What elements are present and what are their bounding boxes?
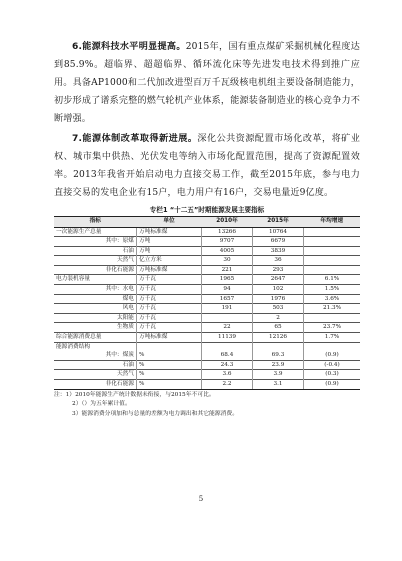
cell-growth-rate: 23.7% (304, 323, 361, 333)
cell-2010: 13266 (202, 227, 253, 237)
cell-unit: 万千瓦 (137, 313, 202, 323)
body-text (54, 38, 360, 202)
cell-2015: 503 (253, 304, 304, 314)
table-notes (54, 391, 360, 420)
cell-2010: 221 (202, 265, 253, 275)
cell-indicator: 生物质 (54, 323, 137, 333)
header-unit: 单位 (137, 217, 202, 228)
cell-unit: 万千瓦 (137, 294, 202, 304)
cell-indicator: 非化石能源 (54, 380, 137, 390)
cell-indicator: 天然气 (54, 370, 137, 380)
paragraph-heading: 6.能源科技水平明显提高。 (72, 42, 186, 52)
cell-2010: 4005 (202, 246, 253, 256)
table-caption: 专栏1 “十二五”时期能源发展主要指标 (149, 206, 265, 214)
cell-indicator: 天然气 (54, 256, 137, 266)
cell-indicator: 石油 (54, 360, 137, 370)
cell-growth-rate (304, 237, 361, 247)
table-row (54, 285, 360, 295)
table-row (54, 333, 360, 343)
note-line: 3）能源消费分项加和与总量的差额为电力调出和其它能源消费。 (72, 410, 239, 417)
cell-unit: 亿立方米 (137, 256, 202, 266)
cell-growth-rate: 3.6% (304, 294, 361, 304)
table-row (54, 275, 360, 285)
cell-growth-rate (304, 227, 361, 237)
table-row (54, 256, 360, 266)
cell-unit: 万千瓦 (137, 304, 202, 314)
cell-unit: % (137, 370, 202, 380)
document-page (54, 38, 360, 419)
cell-unit: % (137, 380, 202, 390)
table-row (54, 342, 360, 351)
cell-indicator: 电力装机容量 (54, 275, 137, 285)
table-header-row (54, 217, 360, 228)
cell-2015: 2 (253, 313, 304, 323)
cell-growth-rate (304, 256, 361, 266)
cell-growth-rate: (0.9) (304, 351, 361, 360)
header-growth-rate: 年均增速 (304, 217, 361, 228)
table-row (54, 237, 360, 247)
table-row (54, 380, 360, 390)
cell-unit: 万千瓦 (137, 285, 202, 295)
cell-unit: 万吨 (137, 237, 202, 247)
table-row (54, 370, 360, 380)
cell-growth-rate (304, 265, 361, 275)
cell-unit: 万吨 (137, 246, 202, 256)
table-row (54, 246, 360, 256)
cell-2010: 68.4 (202, 351, 253, 360)
table-row (54, 294, 360, 304)
paragraph (54, 38, 360, 128)
cell-indicator: 能源消费结构 (54, 342, 137, 351)
cell-growth-rate (304, 342, 361, 351)
cell-2015: 10764 (253, 227, 304, 237)
table-row (54, 304, 360, 314)
cell-growth-rate: 6.1% (304, 275, 361, 285)
cell-2015: 23.9 (253, 360, 304, 370)
note-line: 注：1）2010年能源生产统计数据未衔接，与2015年不可比。 (54, 391, 215, 398)
cell-2015: 6679 (253, 237, 304, 247)
cell-2010 (202, 313, 253, 323)
cell-indicator: 风电 (54, 304, 137, 314)
cell-2010: 1965 (202, 275, 253, 285)
cell-indicator: 非化石能源 (54, 265, 137, 275)
cell-indicator: 其中：原煤 (54, 237, 137, 247)
cell-2015: 3839 (253, 246, 304, 256)
paragraph-text: 2015年，国有重点煤矿采掘机械化程度达到85.9%。超临界、超超临界、循环流化床等先进发电技术得到推广应用。具备AP1000和二代加改进型百万千瓦级核电机组主要设备制造能力，初步形成了谱系完整的燃气轮机产业体系，能源装备制造业的核心竞争力不断增强。 (54, 42, 360, 124)
table-row (54, 351, 360, 360)
header-2010: 2010年 (202, 217, 253, 228)
cell-growth-rate (304, 246, 361, 256)
cell-2015: 3.1 (253, 380, 304, 390)
cell-unit: 万千瓦 (137, 323, 202, 333)
cell-2010: 2.2 (202, 380, 253, 390)
cell-indicator: 综合能源消费总量 (54, 333, 137, 343)
cell-unit: % (137, 351, 202, 360)
cell-2015: 293 (253, 265, 304, 275)
cell-unit: % (137, 360, 202, 370)
table-row (54, 313, 360, 323)
paragraph (54, 130, 360, 202)
cell-unit: 万吨标准煤 (137, 227, 202, 237)
cell-2010 (202, 342, 253, 351)
cell-2015: 102 (253, 285, 304, 295)
header-2015: 2015年 (253, 217, 304, 228)
page-number: 5 (198, 495, 204, 503)
cell-growth-rate: 1.7% (304, 333, 361, 343)
cell-2015: 2647 (253, 275, 304, 285)
cell-growth-rate: (0.9) (304, 380, 361, 390)
cell-2015 (253, 342, 304, 351)
cell-unit (137, 342, 202, 351)
cell-growth-rate: (0.3) (304, 370, 361, 380)
cell-growth-rate: (-0.4) (304, 360, 361, 370)
cell-2015: 12126 (253, 333, 304, 343)
cell-2010: 1657 (202, 294, 253, 304)
cell-2010: 9707 (202, 237, 253, 247)
cell-unit: 万吨标准煤 (137, 333, 202, 343)
cell-2010: 191 (202, 304, 253, 314)
cell-2015: 1976 (253, 294, 304, 304)
cell-2015: 65 (253, 323, 304, 333)
cell-indicator: 其中：煤炭 (105, 352, 134, 359)
cell-2015: 69.3 (253, 351, 304, 360)
cell-unit: 万千瓦 (137, 275, 202, 285)
cell-2010: 3.6 (202, 370, 253, 380)
cell-2010: 94 (202, 285, 253, 295)
table-row (54, 227, 360, 237)
note-line: 2）（）为五年累计值。 (72, 401, 131, 408)
cell-indicator: 煤电 (54, 294, 137, 304)
cell-growth-rate: 1.5% (304, 285, 361, 295)
table-row (54, 360, 360, 370)
cell-2010: 11139 (202, 333, 253, 343)
cell-2015: 36 (253, 256, 304, 266)
cell-indicator: 太阳能 (54, 313, 137, 323)
cell-growth-rate: 21.3% (304, 304, 361, 314)
cell-indicator: 其中：水电 (54, 285, 137, 295)
cell-2010: 30 (202, 256, 253, 266)
cell-2015: 3.9 (253, 370, 304, 380)
cell-growth-rate (304, 313, 361, 323)
header-indicator: 指标 (54, 217, 137, 228)
cell-indicator: 石油 (54, 246, 137, 256)
table-row (54, 323, 360, 333)
table-row (54, 265, 360, 275)
cell-unit: 万吨标准煤 (137, 265, 202, 275)
energy-indicators-table (54, 216, 360, 390)
paragraph-text: 深化公共资源配置市场化改革，将矿业权、城市集中供热、光伏发电等纳入市场化配置范围，提高了资源配置效率。2013年我省开始启动电力直接交易工作，截至2015年底，参与电力直接交易的发电企业有15户，电力用户有16户，交易电量近9亿度。 (54, 134, 360, 198)
paragraph-heading: 7.能源体制改革取得新进展。 (72, 134, 198, 144)
cell-2010: 22 (202, 323, 253, 333)
cell-indicator: 一次能源生产总量 (56, 228, 102, 235)
cell-2010: 24.3 (202, 360, 253, 370)
